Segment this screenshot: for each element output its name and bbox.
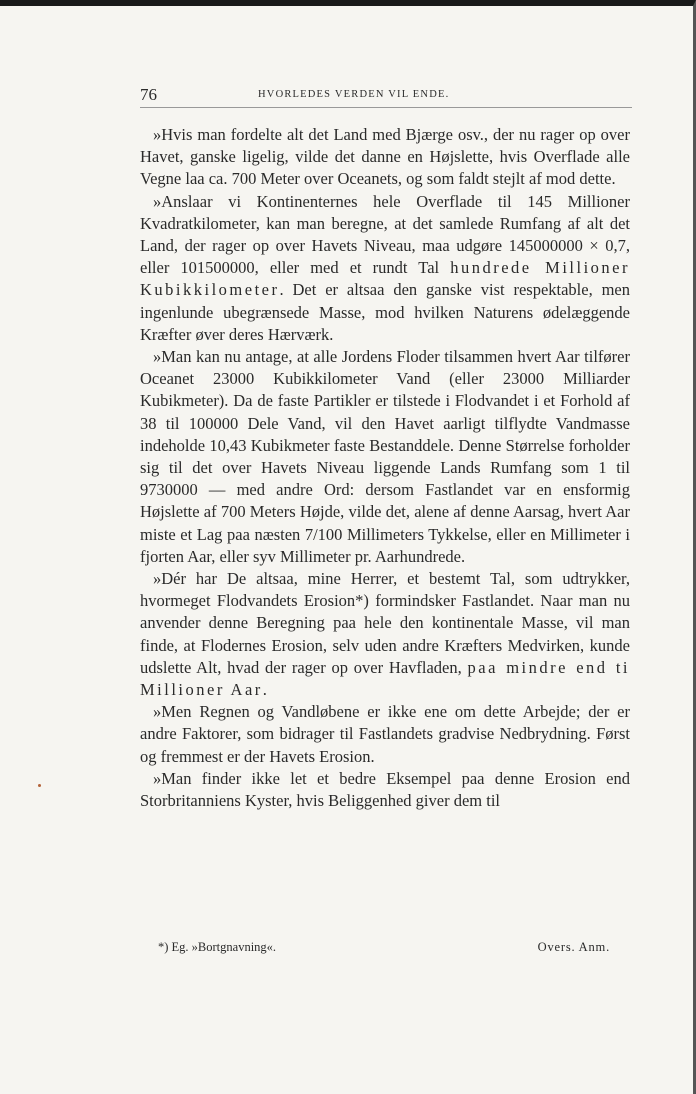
- footnote: [158, 940, 610, 955]
- paragraph-text: »Men Regnen og Vandløbene er ikke ene om dette Arbejde; der er andre Faktorer, som bidrager til Fastlandets gradvise Nedbrydning. Først og fremmest er der Havets Erosion.: [140, 702, 630, 766]
- paragraph: [140, 701, 630, 768]
- paragraph-text: »Man finder ikke let et bedre Eksempel paa denne Erosion end Storbritanniens Kyster, hvis Beliggenhed giver dem til: [140, 768, 630, 811]
- paragraph-text: »Anslaar vi Kontinenternes hele Overflade til 145 Millioner Kvadratkilometer, kan man beregne, at det samlede Rumfang af alt det Land, der rager op over Havets Niveau, maa udgøre 145000000 × 0,7, eller 101500000, eller med et rundt Tal: [140, 191, 630, 278]
- paragraph-text: .: [262, 680, 267, 700]
- body-text: [140, 124, 630, 812]
- running-head: HVORLEDES VERDEN VIL ENDE.: [258, 89, 450, 100]
- paragraph-text: . Det er altsaa den ganske vist respektable, men ingenlunde ubegrænsede Masse, mod hvilken Naturens ødelæggende Kræfter øver deres Hærværk.: [140, 280, 630, 344]
- paragraph: [140, 768, 630, 812]
- paragraph: [140, 346, 630, 568]
- footnote-note: Overs. Anm.: [537, 940, 610, 954]
- footnote-text: *) Eg. »Bortgnavning«.: [158, 940, 277, 954]
- emphasis-spaced-text: hundrede Millioner Kubikkilometer: [140, 258, 630, 300]
- paragraph: [140, 191, 630, 346]
- paper-speck: [38, 784, 41, 787]
- emphasis-spaced-text: paa mindre end ti Millioner Aar: [140, 657, 630, 700]
- page-header: [140, 85, 632, 108]
- page-number: 76: [140, 85, 157, 104]
- paragraph-text: »Hvis man fordelte alt det Land med Bjærge osv., der nu rager op over Havet, ganske ligelig, vilde det danne en Højslette, hvis Overflade alle Vegne laa ca. 700 Meter over Oceanets, og som faldt stejlt af mod dette.: [140, 125, 630, 189]
- paragraph-text: »Man kan nu antage, at alle Jordens Floder tilsammen hvert Aar tilfører Oceanet 23000 Kubikkilometer Vand (eller 23000 Milliarder Kubikmeter). Da de faste Partikler er tilstede i Flodvandet i et Forhold af 38 til 100000 Dele Vand, vil den Havet aarligt tilflydte Vandmasse indeholde 10,43 Kubikmeter faste Bestanddele. Denne Størrelse forholder sig til det over Havets Niveau liggende Lands Rumfang som 1 til 9730000 — med andre Ord: dersom Fastlandet var en ensformig Højslette af 700 Meters Højde, vilde det, alene af denne Aarsag, hvert Aar miste et Lag paa næsten 7/100 Millimeters Tykkelse, eller en Millimeter i fjorten Aar, eller syv Millimeter pr. Aarhundrede.: [140, 347, 630, 566]
- paragraph: [140, 124, 630, 191]
- paragraph-text: »Dér har De altsaa, mine Herrer, et bestemt Tal, som udtrykker, hvormeget Flodvandets Erosion*) formindsker Fastlandet. Naar man nu anvender denne Beregning paa hele den kontinentale Masse, vil man finde, at Flodernes Erosion, selv uden andre Kræfters Medvirken, kunde udslette Alt, hvad der rager op over Havfladen,: [140, 569, 630, 677]
- paragraph: [140, 568, 630, 701]
